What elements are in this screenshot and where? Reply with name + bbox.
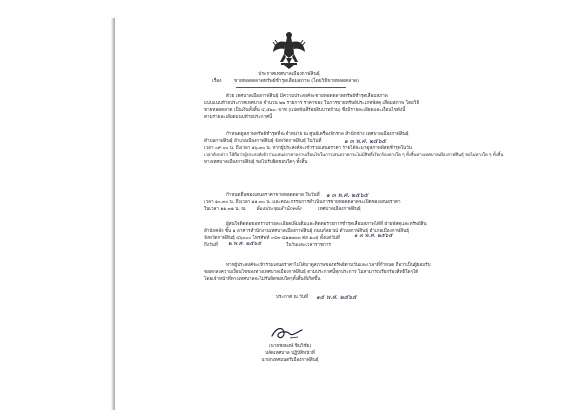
p2-line-4: เวลาดังกล่าว ให้ถือว่าผู้ประสงค์เข้าร่วมเสนอราคาทราบเงื่อนไขในการเสนอราคาจะไม่มีสิทธิ์เรียกร้องทางใด ๆ ทั้งสิ้นทางเทศบาลเมืองกาฬสินธุ์ ขอไม่ทางใด ๆ ทั้งสิ้น (204, 153, 504, 158)
garuda-emblem-icon (272, 30, 306, 70)
handwritten-announce-date: ๑๕ พ.ศ. ๒๕๖๕ (316, 294, 357, 301)
signer-position-2: นายกเทศมนตรีเมืองกาฬสินธุ์ (261, 358, 319, 363)
p4-line-2: สำนักคลัง ชั้น ๑ อาคารสำนักงานเทศบาลเมืองกาฬสินธุ์ ถนนกัลยาณ์ ตำบลกาฬสินธุ์ อำเภอเมืองกาฬสินธุ์ (204, 229, 410, 234)
signer-name: (นายชยพงษ์ ชินวิชัย) (268, 344, 312, 349)
handwritten-view-date: ๑ ๓ พ.ศ. ๒๕๖๕ (344, 138, 387, 145)
signature-icon (268, 324, 308, 342)
p1-line-3: ขายทอดตลาด เป็นเงินทั้งสิ้น ๔,๕๒๐.-บาท (แปดพันสี่ร้อยสิบบาทถ้วน) ซึ่งมีรายละเอียดและเงื่อนไขดังนี้ (204, 108, 406, 113)
p3-line-1: กำหนดยื่นซองเสนอราคาขายทอดตลาด ในวันที่ (226, 193, 320, 198)
p2-line-2: ตำบลกาฬสินธุ์ อำเภอเมืองกาฬสินธุ์ จังหวัดกาฬสินธุ์ ในวันที่ (204, 139, 322, 144)
p1-line-4: ตามรายละเอียดแนบท้ายประกาศนี้ (204, 115, 273, 120)
p2-line-1: กำหนดดูสภาพทรัพย์ชำรุดที่จะจำหน่าย ณ ศูนย์เครื่องจักรกล สำนักช่าง เทศบาลเมืองกาฬสินธุ์ (226, 132, 409, 137)
p5-line-3: โดยเจ้าหน้าที่ทางเทศบาลจะไม่รับผิดชอบใดๆทั้งสิ้นที่เกิดขึ้น (204, 277, 321, 282)
handwritten-bid-date: ๑ ๓ พ.ศ. ๒๕๖๕ (326, 192, 369, 199)
p3-line-4: เทศบาลเมืองกาฬสินธุ์ (318, 207, 361, 212)
subject-label: เรื่อง (212, 79, 222, 84)
subject-text: ขายทอดตลาดทรัพย์ชำรุดเสื่อมสภาพ (โดยวิธีขายทอดตลาด) (234, 79, 359, 84)
signer-position-1: ปลัดเทศบาล ปฏิบัติหน้าที่ (265, 351, 315, 356)
p3-line-2: เวลา ๑๐.๓๐ น. ถึงเวลา ๑๑.๓๐ น. และคณะกรรมการดำเนินการขายทอดตลาดจะเปิดซองเสนอราคา (204, 200, 401, 205)
p2-line-3: เวลา ๐๙.๐๐ น. ถึงเวลา ๑๖.๓๐ น. หากผู้ประสงค์จะเข้าร่วมเสนอราคา รายได้จะมาดูสภาพพัสดุชำรุดในวัน (204, 146, 412, 151)
p5-line-1: หากผู้ประสงค์จะเข้าร่วมเสนอราคาไม่ได้มาดูสภาพของทรัพย์ตามวันและเวลาที่กำหนด ถือว่าเป็นผู้ยอมรับ (226, 263, 431, 268)
p1-line-1: ด้วย เทศบาลเมืองกาฬสินธุ์ มีความประสงค์จะขายทอดตลาดทรัพย์ชำรุดเสื่อมสภาพ (226, 94, 388, 99)
p5-line-2: ขอตกลงความเงื่อนไขของทางเทศบาลเมืองกาฬสินธุ์ ตามประกาศนี้ทุกประการ ไม่สามารถเรียกร้องสิทธิใดๆได้ (204, 270, 419, 275)
announce-date-label: ประกาศ ณ วันที่ (276, 295, 309, 300)
handwritten-to-date: ๒ พ.ศ. ๒๕๖๕ (228, 241, 262, 247)
p4-line-4: ถึงวันที่ (204, 243, 218, 248)
p1-line-2: แบบแนบท้ายประกาศเทศบาล จำนวน ๒๒ รายการ ราคาของ ในการขายทรัพย์ประเภทพัสดุ เสื่อมสภาพ โดยวิธี (204, 101, 420, 106)
p4-line-3: จังหวัดกาฬสินธุ์ ๔๖๐๐๐ โทรศัพท์ ๐๔๓-๘๑๑๗๐๓ ต่อ ๑๐๕ ตั้งแต่วันที่ (204, 236, 340, 241)
handwritten-location: ห้องประชุมสำนักคลัง (256, 206, 302, 212)
p4-line-5: ในวันและเวลาราชการ (286, 243, 331, 248)
p2-line-5: ทางเทศบาลเมืองกาฬสินธุ์ ขอไม่รับผิดชอบใดๆ ทั้งสิ้น (204, 160, 308, 165)
handwritten-from-date: ๑ ๓ พ.ศ. ๒๕๖๕ (354, 233, 393, 239)
p3-line-3: ในเวลา ๑๑.๓๑ น. ณ (204, 207, 246, 212)
announcement-page (116, 22, 504, 406)
p4-line-1: ผู้สนใจติดต่อขอทราบรายละเอียดเพิ่มเติมและติดต่อรายการชำรุดเสื่อมสภาพได้ที่ ฝ่ายพัสดุและทรัพย์สิน (226, 222, 427, 227)
org-title: ประกาศเทศบาลเมืองกาฬสินธุ์ (258, 72, 320, 77)
title-rule (236, 87, 346, 88)
